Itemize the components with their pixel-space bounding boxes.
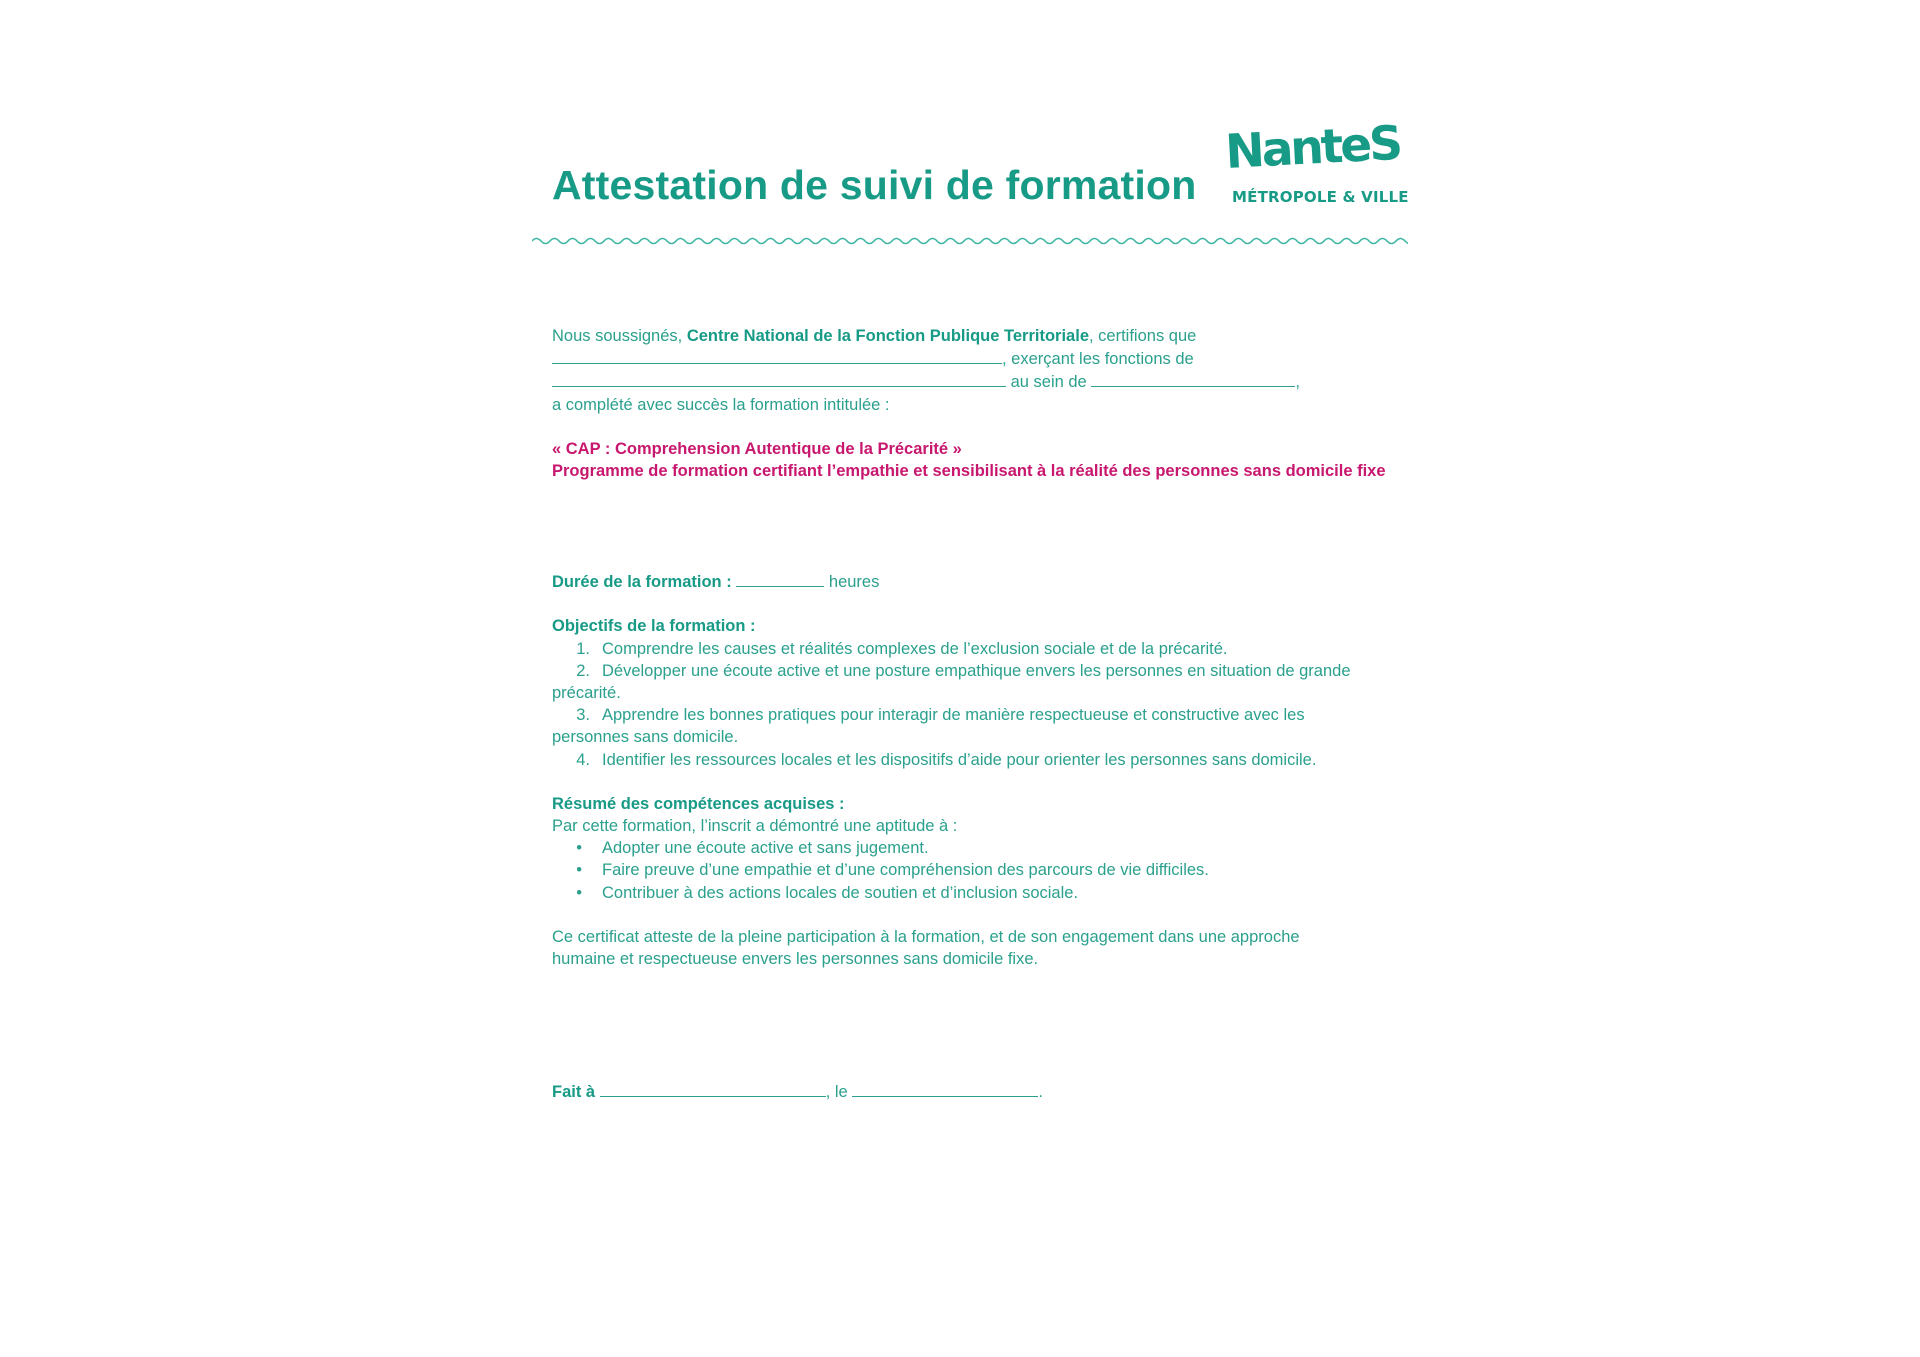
list-item: 1. Comprendre les causes et réalités complexes de l’exclusion sociale et de la précarité.	[576, 639, 1228, 658]
program-description: Programme de formation certifiant l’empathie et sensibilisant à la réalité des personnes sans domicile fixe	[552, 462, 1386, 481]
page-title: Attestation de suivi de formation	[552, 162, 1197, 208]
intro-line-3	[552, 370, 1412, 393]
skills-heading: Résumé des compétences acquises :	[552, 794, 845, 813]
date-blank[interactable]	[852, 1080, 1038, 1097]
closing-line-1: Ce certificat atteste de la pleine participation à la formation, et de son engagement dans une approche	[552, 927, 1300, 946]
certificate-body	[552, 325, 1412, 1103]
intro-line3-mid: au sein de	[1010, 373, 1087, 392]
intro-line2-suffix: , exerçant les fonctions de	[1002, 350, 1194, 369]
organization-name: Centre National de la Fonction Publique Territoriale	[686, 327, 1089, 345]
objectives-heading: Objectifs de la formation :	[552, 617, 756, 636]
intro-prefix: Nous soussignés,	[552, 327, 687, 345]
intro-suffix: , certifions que	[1089, 327, 1197, 345]
duration-blank[interactable]	[736, 570, 824, 587]
nantes-logo	[1223, 115, 1409, 210]
list-item: 3. Apprendre les bonnes pratiques pour interagir de manière respectueuse et constructive avec les	[576, 706, 1305, 725]
organization-blank[interactable]	[1091, 370, 1295, 387]
signature-line	[552, 1080, 1412, 1103]
program-name: « CAP : Comprehension Autentique de la Précarité »	[552, 439, 962, 458]
logo-wordmark: NanteS	[1223, 115, 1402, 180]
closing-line-2: humaine et respectueuse envers les personnes sans domicile fixe.	[552, 950, 1039, 969]
function-blank[interactable]	[552, 370, 1006, 387]
logo-subtitle: MÉTROPOLE & VILLE	[1232, 188, 1409, 206]
duration-line	[552, 570, 1412, 593]
place-label: Fait à	[552, 1083, 596, 1102]
list-item-continuation: précarité.	[552, 684, 621, 703]
list-item: 2. Développer une écoute active et une posture empathique envers les personnes en situation de grande	[576, 661, 1351, 680]
intro-line-4: a complété avec succès la formation intitulée :	[552, 395, 890, 414]
list-item: • Faire preuve d’une empathie et d’une compréhension des parcours de vie difficiles.	[576, 861, 1209, 880]
list-item-continuation: personnes sans domicile.	[552, 728, 739, 747]
list-item: • Contribuer à des actions locales de soutien et d’inclusion sociale.	[576, 883, 1079, 902]
signature-end: .	[1038, 1083, 1043, 1102]
duration-unit: heures	[828, 573, 880, 592]
participant-name-blank[interactable]	[552, 347, 1002, 364]
intro-line-2	[552, 347, 1412, 370]
list-item: • Adopter une écoute active et sans jugement.	[576, 839, 929, 858]
skills-list	[552, 837, 1412, 904]
objectives-list	[552, 638, 1412, 771]
intro-line3-end: ,	[1295, 373, 1300, 392]
duration-label: Durée de la formation :	[552, 573, 732, 592]
list-item: 4. Identifier les ressources locales et les dispositifs d’aide pour orienter les personnes sans domicile.	[576, 750, 1317, 769]
place-blank[interactable]	[600, 1080, 826, 1097]
intro-line-1	[552, 325, 1412, 347]
skills-intro: Par cette formation, l’inscrit a démontré une aptitude à :	[552, 817, 958, 836]
date-label: , le	[825, 1083, 848, 1102]
wavy-divider	[532, 234, 1408, 248]
